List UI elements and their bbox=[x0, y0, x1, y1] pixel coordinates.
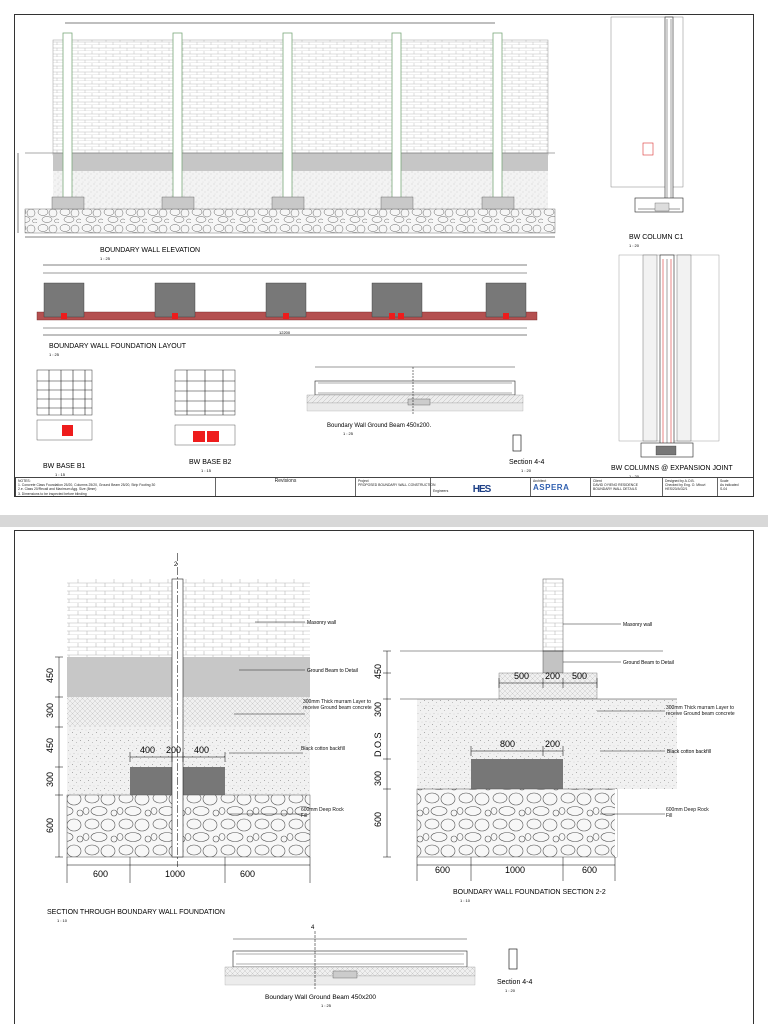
drawing-title: BOUNDARY WALL DETAILS bbox=[593, 487, 637, 492]
client-label: Client bbox=[593, 479, 602, 483]
left-vdim-450b: 450 bbox=[45, 737, 55, 753]
left-vdim-450a: 450 bbox=[45, 667, 55, 683]
right-label-groundbeam: Ground Beam to Detail bbox=[623, 660, 674, 666]
left-label-groundbeam: Ground Beam to Detail bbox=[307, 668, 358, 674]
left-label-masonry: Masonry wall bbox=[307, 620, 337, 626]
right-vdim-600: 600 bbox=[373, 811, 383, 827]
bottom-ground-beam-drawing bbox=[225, 931, 475, 989]
section44-drawing bbox=[513, 435, 521, 451]
sheet1-drawing bbox=[15, 15, 754, 497]
right-section-title: BOUNDARY WALL FOUNDATION SECTION 2-2 bbox=[453, 889, 606, 896]
bottom-section44-drawing bbox=[509, 949, 517, 969]
right-vdim-300a: 300 bbox=[373, 701, 383, 717]
bottom-cut-label: 4 bbox=[311, 925, 315, 931]
foundation-layout-drawing bbox=[37, 265, 537, 335]
layout-title: BOUNDARY WALL FOUNDATION LAYOUT bbox=[49, 343, 187, 350]
left-bdim-600b: 600 bbox=[240, 869, 256, 879]
column-c1-drawing bbox=[611, 17, 683, 212]
client-cell bbox=[591, 478, 663, 497]
right-hdim-200a: 200 bbox=[545, 671, 561, 681]
right-bdim-600b: 600 bbox=[582, 865, 598, 875]
left-section-drawing bbox=[67, 553, 310, 867]
base-b1-scale: 1 : 15 bbox=[55, 472, 66, 477]
layout-total-dim: 12200 bbox=[279, 330, 291, 335]
column-c1-title: BW COLUMN C1 bbox=[629, 234, 684, 241]
right-section-scale: 1 : 10 bbox=[460, 898, 471, 903]
elevation-drawing bbox=[18, 23, 555, 237]
section44-title: Section 4-4 bbox=[509, 459, 545, 466]
base-b2-scale: 1 : 15 bbox=[201, 468, 212, 473]
project-cell bbox=[356, 478, 436, 497]
ground-beam-title: Boundary Wall Ground Beam 450x200. bbox=[327, 423, 432, 429]
left-section-title: SECTION THROUGH BOUNDARY WALL FOUNDATION bbox=[47, 909, 225, 916]
right-section-drawing bbox=[400, 579, 677, 857]
elevation-scale: 1 : 25 bbox=[100, 256, 111, 261]
drawing-sheet-1 bbox=[14, 14, 754, 497]
bottom-section44-title: Section 4-4 bbox=[497, 979, 533, 986]
scale-cell bbox=[718, 478, 754, 497]
scale-value: As indicated bbox=[720, 483, 739, 488]
right-dos: D.O.S bbox=[373, 732, 383, 757]
bottom-ground-beam-title: Boundary Wall Ground Beam 450x200 bbox=[265, 994, 377, 1001]
notes-title: NOTES: bbox=[18, 479, 31, 483]
expansion-joint-drawing bbox=[619, 255, 719, 457]
revisions-cell bbox=[216, 478, 356, 497]
left-label-rock: 600mm Deep Rock Fill bbox=[301, 807, 344, 819]
right-mdim-200: 200 bbox=[545, 739, 561, 749]
right-vdim-450: 450 bbox=[373, 663, 383, 679]
checked-by-label: Checked by bbox=[665, 483, 683, 488]
note-1: 1. Concrete Class Foundation 25/20, Columns 25/20, Ground Beam 25/20, Strip Footing 30 bbox=[18, 483, 156, 488]
sheet-no: S-04 bbox=[720, 487, 728, 492]
column-c1-scale: 1 : 20 bbox=[629, 243, 640, 248]
base-b1-drawing bbox=[37, 370, 92, 440]
project-name: PROPOSED BOUNDARY WALL CONSTRUCTION bbox=[358, 483, 436, 488]
right-mdim-800: 800 bbox=[500, 739, 516, 749]
client-name: DAVID OYIENO RESIDENCE bbox=[593, 483, 638, 488]
left-section-scale: 1 : 10 bbox=[57, 918, 68, 923]
right-label-masonry: Masonry wall bbox=[623, 622, 653, 628]
project-label: Project bbox=[358, 479, 369, 483]
right-hdim-500b: 500 bbox=[572, 671, 588, 681]
base-b1-title: BW BASE B1 bbox=[43, 463, 86, 470]
right-bdim-600a: 600 bbox=[435, 865, 451, 875]
expansion-title: BW COLUMNS @ EXPANSION JOINT bbox=[611, 465, 733, 472]
left-vdim-600: 600 bbox=[45, 817, 55, 833]
revisions-label: Revisions bbox=[274, 478, 297, 484]
engineer-cell bbox=[431, 478, 531, 497]
left-hdim-400b: 400 bbox=[194, 745, 210, 755]
hes-logo: HES bbox=[472, 484, 491, 495]
elevation-title: BOUNDARY WALL ELEVATION bbox=[100, 247, 201, 254]
left-label-backfill: Black cotton backfill bbox=[301, 746, 345, 752]
designed-by-label: Designed by bbox=[665, 479, 684, 483]
right-bdim-1000: 1000 bbox=[505, 865, 526, 875]
ground-beam-scale: 1 : 25 bbox=[343, 431, 354, 436]
left-vdim-300a: 300 bbox=[45, 702, 55, 718]
aspera-logo: ASPERA bbox=[533, 483, 570, 493]
left-bdim-600a: 600 bbox=[93, 869, 109, 879]
scale-label: Scale bbox=[720, 479, 729, 483]
right-label-backfill: Black cotton backfill bbox=[667, 749, 711, 755]
right-hdim-500a: 500 bbox=[514, 671, 530, 681]
left-vdim-300b: 300 bbox=[45, 771, 55, 787]
left-bdim-1000: 1000 bbox=[165, 869, 186, 879]
left-label-murram: 300mm Thick murram Layer to receive Ground beam concrete bbox=[303, 699, 372, 711]
right-vdim-300b: 300 bbox=[373, 770, 383, 786]
title-block bbox=[15, 477, 754, 497]
drawing-sheet-2 bbox=[14, 530, 754, 1024]
drawing-no: HES/20/A/32/1 bbox=[665, 487, 688, 492]
layout-scale: 1 : 25 bbox=[49, 352, 60, 357]
engineers-label: Engineers bbox=[433, 489, 449, 493]
bottom-section44-scale: 1 : 20 bbox=[505, 988, 516, 993]
right-label-murram: 300mm Thick murram Layer to receive Ground beam concrete bbox=[666, 705, 735, 717]
note-2: 2.e. Class 20/Recall and Maximum Agg. Size (8mm) bbox=[18, 487, 97, 492]
bottom-ground-beam-scale: 1 : 25 bbox=[321, 1003, 332, 1008]
checker: Eng. O. Mbuvi bbox=[683, 483, 706, 488]
signoff-cell bbox=[663, 478, 718, 497]
left-hdim-200: 200 bbox=[166, 745, 182, 755]
designer: A.O.B. bbox=[684, 479, 695, 483]
ground-beam-drawing bbox=[307, 367, 523, 415]
architect-cell bbox=[531, 478, 591, 497]
base-b2-drawing bbox=[175, 370, 235, 445]
architect-label: Architect bbox=[533, 479, 547, 483]
page-divider bbox=[0, 515, 768, 527]
section44-scale: 1 : 20 bbox=[521, 468, 532, 473]
base-b2-title: BW BASE B2 bbox=[189, 459, 232, 466]
right-label-rock: 600mm Deep Rock Fill bbox=[666, 807, 709, 819]
left-hdim-400a: 400 bbox=[140, 745, 156, 755]
note-3: 3. Dimensions to be inspected before blinding bbox=[18, 491, 87, 496]
left-cut-label: 2 bbox=[174, 562, 178, 568]
sheet2-drawing bbox=[15, 531, 754, 1024]
notes-cell bbox=[16, 478, 216, 497]
